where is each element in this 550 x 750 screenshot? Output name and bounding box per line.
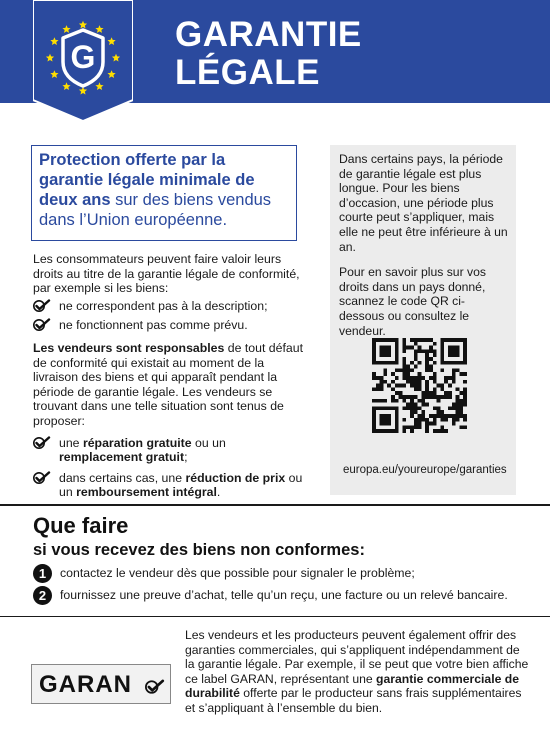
page-title [175,16,362,92]
europa-link[interactable]: europa.eu/youreurope/garanties [343,464,507,476]
what-to-do-title: Que faire [33,513,129,538]
qr-modules [372,338,467,433]
what-to-do-subtitle: si vous recevez des biens non conformes: [33,541,365,559]
garan-label [31,664,171,704]
remedy-text: une [59,435,83,450]
section-divider [0,616,550,617]
remedy-text: . [216,485,221,500]
qr-code-icon[interactable] [372,338,467,433]
remedy-bold: remplacement gratuit [59,450,185,465]
remedy-bold: remboursement intégral [76,485,217,500]
condition-text: ne correspondent pas à la description; [59,298,268,313]
consumer-rights-intro: Les consommateurs peuvent faire valoir leurs droits au titre de la garantie légale de conformité, par exemple si les biens: [33,252,300,296]
remedy-text: dans certains cas, une [59,470,186,485]
step-item [33,564,415,583]
check-icon [33,299,51,313]
conditions-list [33,299,308,333]
protection-normal-text: sur des biens vendus dans l’Union européenne. [39,191,272,229]
protection-bold-text: Protection offerte par la garantie légale minimale de deux ans [39,151,255,209]
protection-box [31,145,297,241]
check-icon [145,679,165,695]
commercial-text: offerte par le producteur sans frais supplémentaires et s’appliquant à l’ensemble du bien. [185,686,522,715]
step-number-badge: 2 [33,586,52,605]
title-line1: GARANTIE [175,15,362,54]
logo-letter: G [70,39,96,75]
step-text: contactez le vendeur dès que possible pour signaler le problème; [60,565,415,580]
condition-item [33,299,308,314]
sellers-text: de tout défaut de conformité qui existait au moment de la livraison des biens et qui apparaît pendant la période de garantie légale. Les vendeurs se trouvant dans une telle situation sont tenus de proposer: [33,340,303,428]
step-item [33,586,508,605]
remedy-bold: réparation gratuite [82,435,192,450]
condition-item [33,318,308,333]
longer-period-text: Dans certains pays, la période de garantie légale est plus longue. Pour les biens d’occasion, une période plus courte peut s’appliquer, mais elle ne peut être inférieure à un an. [339,152,508,254]
eu-shield-logo [33,0,133,121]
step-number-badge: 1 [33,564,52,583]
commercial-text: Les vendeurs et les producteurs peuvent également offrir des garanties commerciales, qui s’appliquent indépendamment de la garantie légale. Par exemple, il se peut que votre bien affiche ce label GARAN, représentant une [185,628,529,686]
commercial-guarantee-text [185,628,530,716]
remedy-item [33,436,308,465]
commercial-bold: garantie commerciale de durabilité [185,671,519,701]
remedy-text: ; [184,450,188,465]
learn-more-text: Pour en savoir plus sur vos droits dans un pays donné, scannez le code QR ci-dessous ou consultez le vendeur. [339,265,486,338]
left-column [33,252,308,508]
step-text: fournissez une preuve d’achat, telle qu’un reçu, une facture ou un relevé bancaire. [60,587,508,602]
check-icon [33,436,51,450]
check-icon [33,318,51,332]
condition-text: ne fonctionnent pas comme prévu. [59,318,248,333]
info-sidebar [330,145,516,495]
remedy-text: ou un [59,470,303,500]
title-line2: LÉGALE [175,53,320,92]
sellers-bold: Les vendeurs sont responsables [33,340,225,355]
sellers-paragraph [33,341,308,429]
remedy-text: ou un [191,435,226,450]
section-divider [0,504,550,506]
garan-label-text: GARAN [39,671,132,698]
remedies-list [33,436,308,500]
remedy-bold: réduction de prix [185,470,286,485]
remedy-item [33,471,308,500]
check-icon [33,471,51,485]
